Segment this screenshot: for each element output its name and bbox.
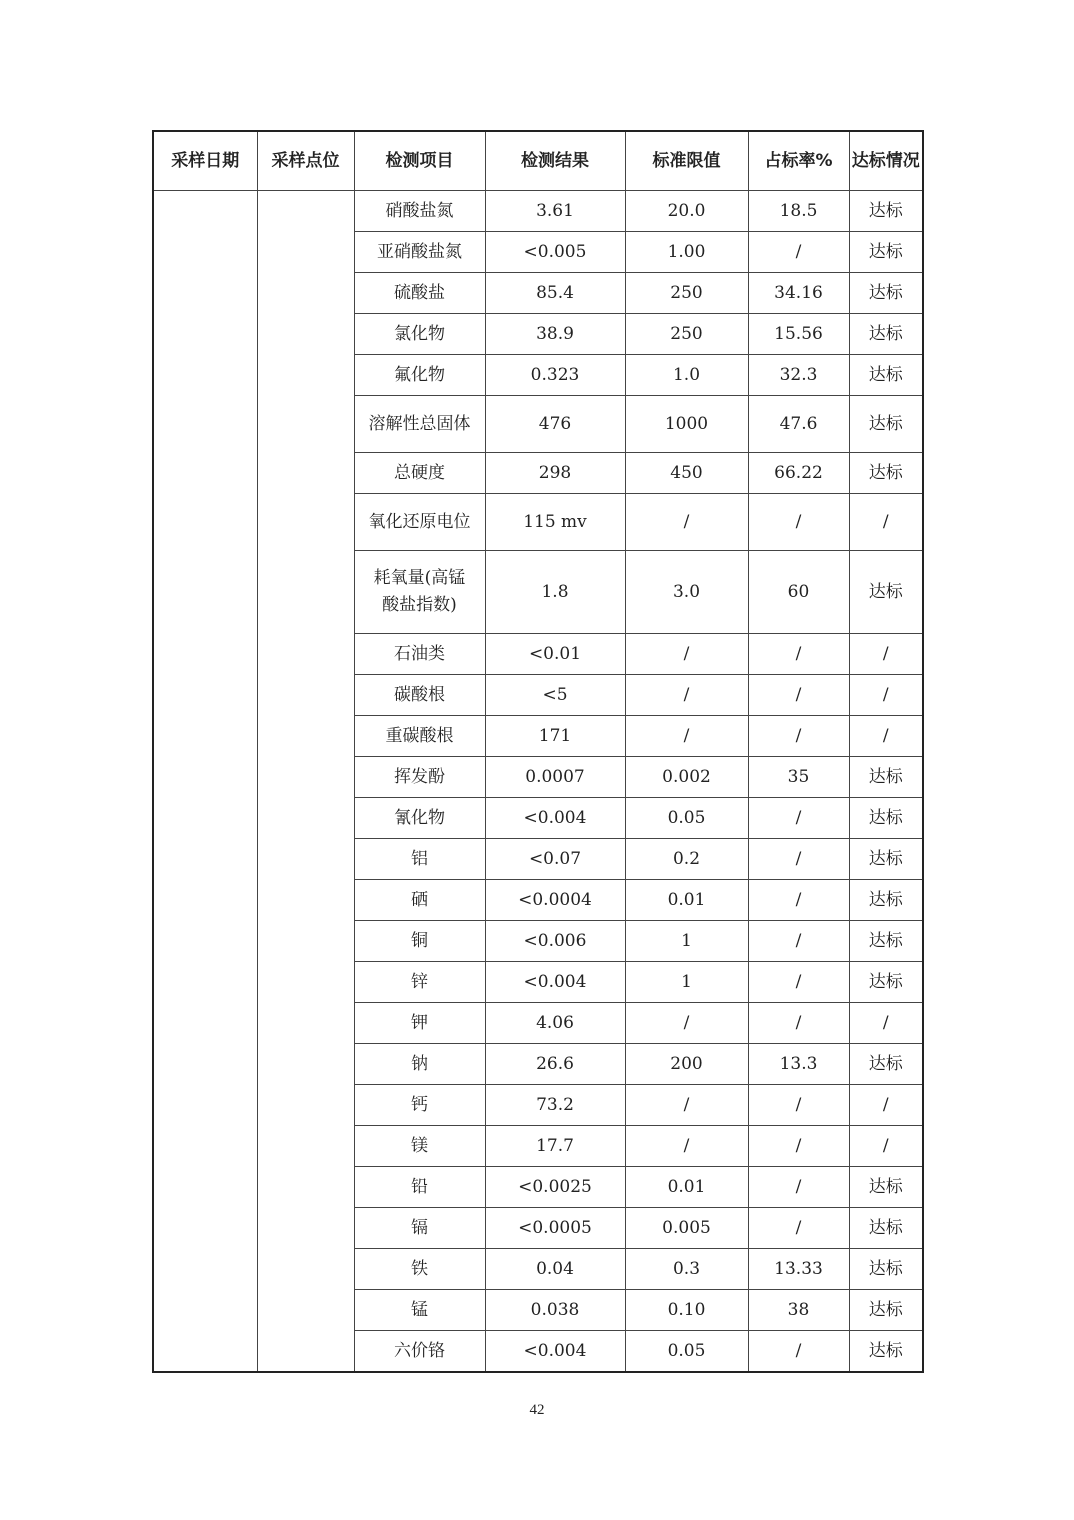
- compliance-cell: /: [849, 716, 923, 757]
- standard-limit-cell: 0.3: [625, 1249, 748, 1290]
- ratio-cell: /: [748, 1085, 849, 1126]
- ratio-cell: /: [748, 962, 849, 1003]
- standard-limit-cell: 0.002: [625, 757, 748, 798]
- ratio-cell: /: [748, 232, 849, 273]
- test-item-cell: 石油类: [354, 634, 485, 675]
- ratio-cell: 34.16: [748, 273, 849, 314]
- standard-limit-cell: 0.01: [625, 880, 748, 921]
- standard-limit-cell: 0.10: [625, 1290, 748, 1331]
- test-result-cell: 73.2: [485, 1085, 625, 1126]
- test-result-cell: 85.4: [485, 273, 625, 314]
- test-result-cell: 298: [485, 453, 625, 494]
- compliance-cell: /: [849, 1085, 923, 1126]
- test-item-cell: 亚硝酸盐氮: [354, 232, 485, 273]
- test-item-cell: 重碳酸根: [354, 716, 485, 757]
- test-item-cell: 铅: [354, 1167, 485, 1208]
- test-result-cell: <0.01: [485, 634, 625, 675]
- test-result-cell: <0.004: [485, 1331, 625, 1373]
- standard-limit-cell: /: [625, 716, 748, 757]
- ratio-cell: 60: [748, 551, 849, 634]
- header-test-item: 检测项目: [354, 131, 485, 191]
- ratio-cell: 66.22: [748, 453, 849, 494]
- compliance-cell: 达标: [849, 273, 923, 314]
- standard-limit-cell: 0.2: [625, 839, 748, 880]
- header-sampling-point: 采样点位: [257, 131, 354, 191]
- test-item-cell: 硒: [354, 880, 485, 921]
- test-item-cell: 硫酸盐: [354, 273, 485, 314]
- test-item-cell: 镉: [354, 1208, 485, 1249]
- header-sampling-date: 采样日期: [153, 131, 257, 191]
- compliance-cell: 达标: [849, 798, 923, 839]
- test-result-cell: <0.0025: [485, 1167, 625, 1208]
- test-result-cell: <0.004: [485, 962, 625, 1003]
- compliance-cell: 达标: [849, 1331, 923, 1373]
- compliance-cell: 达标: [849, 921, 923, 962]
- ratio-cell: /: [748, 798, 849, 839]
- test-result-cell: <0.005: [485, 232, 625, 273]
- standard-limit-cell: 250: [625, 273, 748, 314]
- standard-limit-cell: 1.0: [625, 355, 748, 396]
- results-table: [152, 130, 924, 1373]
- header-test-result: 检测结果: [485, 131, 625, 191]
- standard-limit-cell: 0.05: [625, 798, 748, 839]
- compliance-cell: 达标: [849, 1167, 923, 1208]
- test-result-cell: 0.0007: [485, 757, 625, 798]
- header-compliance: 达标情况: [849, 131, 923, 191]
- standard-limit-cell: 250: [625, 314, 748, 355]
- test-item-cell: 铜: [354, 921, 485, 962]
- compliance-cell: 达标: [849, 1044, 923, 1085]
- test-item-cell: 氯化物: [354, 314, 485, 355]
- compliance-cell: 达标: [849, 757, 923, 798]
- ratio-cell: /: [748, 1331, 849, 1373]
- ratio-cell: 38: [748, 1290, 849, 1331]
- test-item-cell: 碳酸根: [354, 675, 485, 716]
- standard-limit-cell: 200: [625, 1044, 748, 1085]
- compliance-cell: 达标: [849, 396, 923, 453]
- test-result-cell: <0.0004: [485, 880, 625, 921]
- header-ratio: 占标率%: [748, 131, 849, 191]
- standard-limit-cell: /: [625, 494, 748, 551]
- compliance-cell: /: [849, 1126, 923, 1167]
- test-item-cell: 挥发酚: [354, 757, 485, 798]
- ratio-cell: /: [748, 1003, 849, 1044]
- test-result-cell: 0.038: [485, 1290, 625, 1331]
- compliance-cell: 达标: [849, 453, 923, 494]
- compliance-cell: /: [849, 675, 923, 716]
- test-result-cell: 0.323: [485, 355, 625, 396]
- test-item-cell: 锰: [354, 1290, 485, 1331]
- test-item-cell: 氰化物: [354, 798, 485, 839]
- test-result-cell: 0.04: [485, 1249, 625, 1290]
- standard-limit-cell: /: [625, 1003, 748, 1044]
- compliance-cell: 达标: [849, 962, 923, 1003]
- sampling-point-cell: [257, 191, 354, 1373]
- ratio-cell: /: [748, 634, 849, 675]
- header-row: [153, 131, 923, 191]
- compliance-cell: 达标: [849, 1249, 923, 1290]
- table-row: [153, 191, 923, 232]
- compliance-cell: /: [849, 1003, 923, 1044]
- test-result-cell: 115 mv: [485, 494, 625, 551]
- standard-limit-cell: 1000: [625, 396, 748, 453]
- ratio-cell: /: [748, 494, 849, 551]
- test-item-cell: 钙: [354, 1085, 485, 1126]
- ratio-cell: /: [748, 675, 849, 716]
- standard-limit-cell: 0.01: [625, 1167, 748, 1208]
- test-item-cell: 铝: [354, 839, 485, 880]
- test-item-cell: 锌: [354, 962, 485, 1003]
- test-result-cell: 17.7: [485, 1126, 625, 1167]
- ratio-cell: /: [748, 1208, 849, 1249]
- header-standard-limit: 标准限值: [625, 131, 748, 191]
- test-result-cell: <0.0005: [485, 1208, 625, 1249]
- standard-limit-cell: /: [625, 675, 748, 716]
- ratio-cell: /: [748, 839, 849, 880]
- sampling-date-cell: [153, 191, 257, 1373]
- standard-limit-cell: 450: [625, 453, 748, 494]
- compliance-cell: 达标: [849, 355, 923, 396]
- test-item-cell: 氧化还原电位: [354, 494, 485, 551]
- test-item-cell: 氟化物: [354, 355, 485, 396]
- test-result-cell: <0.004: [485, 798, 625, 839]
- compliance-cell: /: [849, 494, 923, 551]
- ratio-cell: /: [748, 1167, 849, 1208]
- standard-limit-cell: 20.0: [625, 191, 748, 232]
- compliance-cell: 达标: [849, 839, 923, 880]
- test-result-cell: <5: [485, 675, 625, 716]
- test-item-cell: 六价铬: [354, 1331, 485, 1373]
- standard-limit-cell: /: [625, 1085, 748, 1126]
- standard-limit-cell: /: [625, 1126, 748, 1167]
- ratio-cell: 32.3: [748, 355, 849, 396]
- test-item-cell: 耗氧量(高锰酸盐指数): [354, 551, 485, 634]
- test-result-cell: 26.6: [485, 1044, 625, 1085]
- test-result-cell: 4.06: [485, 1003, 625, 1044]
- compliance-cell: 达标: [849, 880, 923, 921]
- ratio-cell: 13.3: [748, 1044, 849, 1085]
- compliance-cell: /: [849, 634, 923, 675]
- test-result-cell: 3.61: [485, 191, 625, 232]
- standard-limit-cell: 0.05: [625, 1331, 748, 1373]
- compliance-cell: 达标: [849, 551, 923, 634]
- standard-limit-cell: 1: [625, 921, 748, 962]
- standard-limit-cell: /: [625, 634, 748, 675]
- standard-limit-cell: 1: [625, 962, 748, 1003]
- test-item-cell: 镁: [354, 1126, 485, 1167]
- test-item-cell: 钾: [354, 1003, 485, 1044]
- test-item-cell: 溶解性总固体: [354, 396, 485, 453]
- test-result-cell: 171: [485, 716, 625, 757]
- ratio-cell: 18.5: [748, 191, 849, 232]
- test-result-cell: <0.07: [485, 839, 625, 880]
- test-item-cell: 铁: [354, 1249, 485, 1290]
- ratio-cell: 47.6: [748, 396, 849, 453]
- test-item-cell: 钠: [354, 1044, 485, 1085]
- ratio-cell: /: [748, 921, 849, 962]
- test-result-cell: 1.8: [485, 551, 625, 634]
- compliance-cell: 达标: [849, 232, 923, 273]
- compliance-cell: 达标: [849, 191, 923, 232]
- ratio-cell: /: [748, 716, 849, 757]
- ratio-cell: /: [748, 1126, 849, 1167]
- test-result-cell: 38.9: [485, 314, 625, 355]
- standard-limit-cell: 1.00: [625, 232, 748, 273]
- ratio-cell: 15.56: [748, 314, 849, 355]
- standard-limit-cell: 3.0: [625, 551, 748, 634]
- test-result-cell: 476: [485, 396, 625, 453]
- compliance-cell: 达标: [849, 1208, 923, 1249]
- standard-limit-cell: 0.005: [625, 1208, 748, 1249]
- test-result-cell: <0.006: [485, 921, 625, 962]
- test-item-cell: 硝酸盐氮: [354, 191, 485, 232]
- compliance-cell: 达标: [849, 314, 923, 355]
- page-number: 42: [529, 1402, 545, 1418]
- compliance-cell: 达标: [849, 1290, 923, 1331]
- ratio-cell: /: [748, 880, 849, 921]
- ratio-cell: 35: [748, 757, 849, 798]
- test-item-cell: 总硬度: [354, 453, 485, 494]
- ratio-cell: 13.33: [748, 1249, 849, 1290]
